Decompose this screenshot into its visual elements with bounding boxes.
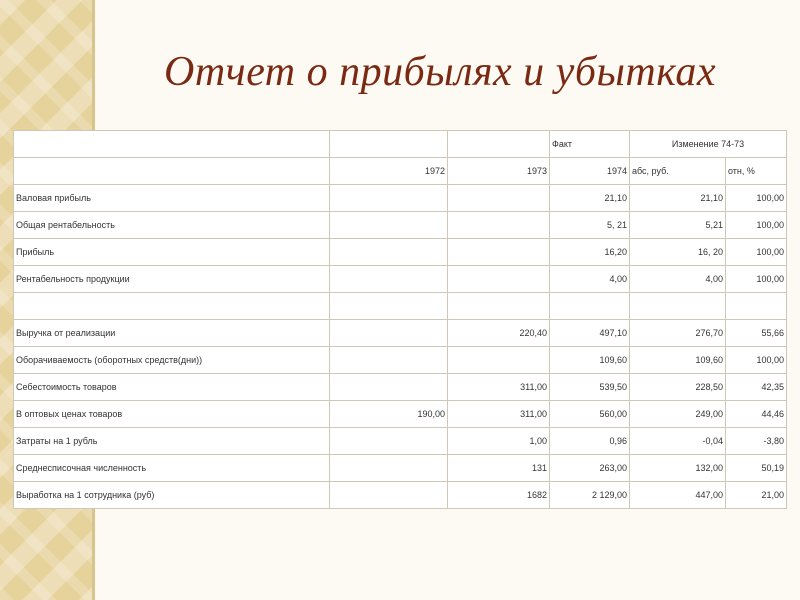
change-abs: 276,70 bbox=[630, 320, 726, 347]
header-year-1974: 1974 bbox=[550, 158, 630, 185]
change-rel: 100,00 bbox=[726, 212, 787, 239]
value-1973: 220,40 bbox=[448, 320, 550, 347]
value-1973: 311,00 bbox=[448, 374, 550, 401]
header-row-2 bbox=[14, 158, 787, 185]
table-row bbox=[14, 293, 787, 320]
value-1973 bbox=[448, 347, 550, 374]
row-label: Затраты на 1 рубль bbox=[14, 428, 330, 455]
table-row bbox=[14, 239, 787, 266]
table-row bbox=[14, 428, 787, 455]
table-row bbox=[14, 401, 787, 428]
change-rel: 100,00 bbox=[726, 239, 787, 266]
change-abs: 447,00 bbox=[630, 482, 726, 509]
value-1974: 21,10 bbox=[550, 185, 630, 212]
value-1973: 131 bbox=[448, 455, 550, 482]
change-rel bbox=[726, 293, 787, 320]
table-row bbox=[14, 266, 787, 293]
table-row bbox=[14, 212, 787, 239]
slide-title: Отчет о прибылях и убытках bbox=[164, 49, 716, 95]
value-1973 bbox=[448, 239, 550, 266]
row-label: Выработка на 1 сотрудника (руб) bbox=[14, 482, 330, 509]
value-1973: 1682 bbox=[448, 482, 550, 509]
value-1972 bbox=[330, 212, 448, 239]
value-1972 bbox=[330, 374, 448, 401]
change-abs: 21,10 bbox=[630, 185, 726, 212]
change-abs: 249,00 bbox=[630, 401, 726, 428]
header-cell-empty bbox=[448, 131, 550, 158]
value-1973: 311,00 bbox=[448, 401, 550, 428]
table-row bbox=[14, 185, 787, 212]
value-1974: 539,50 bbox=[550, 374, 630, 401]
header-year-1973: 1973 bbox=[448, 158, 550, 185]
value-1972 bbox=[330, 293, 448, 320]
value-1973 bbox=[448, 212, 550, 239]
change-rel: 100,00 bbox=[726, 347, 787, 374]
table-row bbox=[14, 347, 787, 374]
value-1972 bbox=[330, 455, 448, 482]
table-row bbox=[14, 374, 787, 401]
change-abs bbox=[630, 293, 726, 320]
change-rel: -3,80 bbox=[726, 428, 787, 455]
value-1973 bbox=[448, 266, 550, 293]
table-row bbox=[14, 455, 787, 482]
header-cell-empty bbox=[14, 158, 330, 185]
header-rel: отн, % bbox=[726, 158, 787, 185]
value-1974: 2 129,00 bbox=[550, 482, 630, 509]
table-row bbox=[14, 320, 787, 347]
row-label: Рентабельность продукции bbox=[14, 266, 330, 293]
row-label: Прибыль bbox=[14, 239, 330, 266]
table-body bbox=[14, 185, 787, 509]
change-abs: 16, 20 bbox=[630, 239, 726, 266]
value-1973 bbox=[448, 185, 550, 212]
value-1972 bbox=[330, 347, 448, 374]
change-rel: 100,00 bbox=[726, 185, 787, 212]
header-cell-empty bbox=[330, 131, 448, 158]
value-1972 bbox=[330, 266, 448, 293]
header-year-1972: 1972 bbox=[330, 158, 448, 185]
row-label: Общая рентабельность bbox=[14, 212, 330, 239]
header-abs: абс, руб. bbox=[630, 158, 726, 185]
value-1974 bbox=[550, 293, 630, 320]
change-abs: -0,04 bbox=[630, 428, 726, 455]
header-row-1 bbox=[14, 131, 787, 158]
row-label: Себестоимость товаров bbox=[14, 374, 330, 401]
value-1974: 109,60 bbox=[550, 347, 630, 374]
profit-loss-table bbox=[13, 130, 787, 509]
value-1974: 4,00 bbox=[550, 266, 630, 293]
value-1972: 190,00 bbox=[330, 401, 448, 428]
change-abs: 4,00 bbox=[630, 266, 726, 293]
header-fact: Факт bbox=[550, 131, 630, 158]
value-1972 bbox=[330, 185, 448, 212]
row-label: В оптовых ценах товаров bbox=[14, 401, 330, 428]
value-1973 bbox=[448, 293, 550, 320]
change-rel: 44,46 bbox=[726, 401, 787, 428]
row-label: Выручка от реализации bbox=[14, 320, 330, 347]
value-1974: 5, 21 bbox=[550, 212, 630, 239]
row-label: Валовая прибыль bbox=[14, 185, 330, 212]
value-1974: 0,96 bbox=[550, 428, 630, 455]
value-1974: 16,20 bbox=[550, 239, 630, 266]
change-abs: 109,60 bbox=[630, 347, 726, 374]
row-label bbox=[14, 293, 330, 320]
value-1972 bbox=[330, 239, 448, 266]
change-rel: 55,66 bbox=[726, 320, 787, 347]
value-1972 bbox=[330, 428, 448, 455]
value-1973: 1,00 bbox=[448, 428, 550, 455]
table-row bbox=[14, 482, 787, 509]
value-1974: 263,00 bbox=[550, 455, 630, 482]
header-cell-empty bbox=[14, 131, 330, 158]
value-1974: 497,10 bbox=[550, 320, 630, 347]
change-abs: 5,21 bbox=[630, 212, 726, 239]
value-1974: 560,00 bbox=[550, 401, 630, 428]
change-rel: 100,00 bbox=[726, 266, 787, 293]
row-label: Оборачиваемость (оборотных средств(дни)) bbox=[14, 347, 330, 374]
change-abs: 228,50 bbox=[630, 374, 726, 401]
change-rel: 42,35 bbox=[726, 374, 787, 401]
row-label: Среднесписочная численность bbox=[14, 455, 330, 482]
change-rel: 50,19 bbox=[726, 455, 787, 482]
value-1972 bbox=[330, 320, 448, 347]
change-abs: 132,00 bbox=[630, 455, 726, 482]
change-rel: 21,00 bbox=[726, 482, 787, 509]
header-change: Изменение 74-73 bbox=[630, 131, 787, 158]
value-1972 bbox=[330, 482, 448, 509]
